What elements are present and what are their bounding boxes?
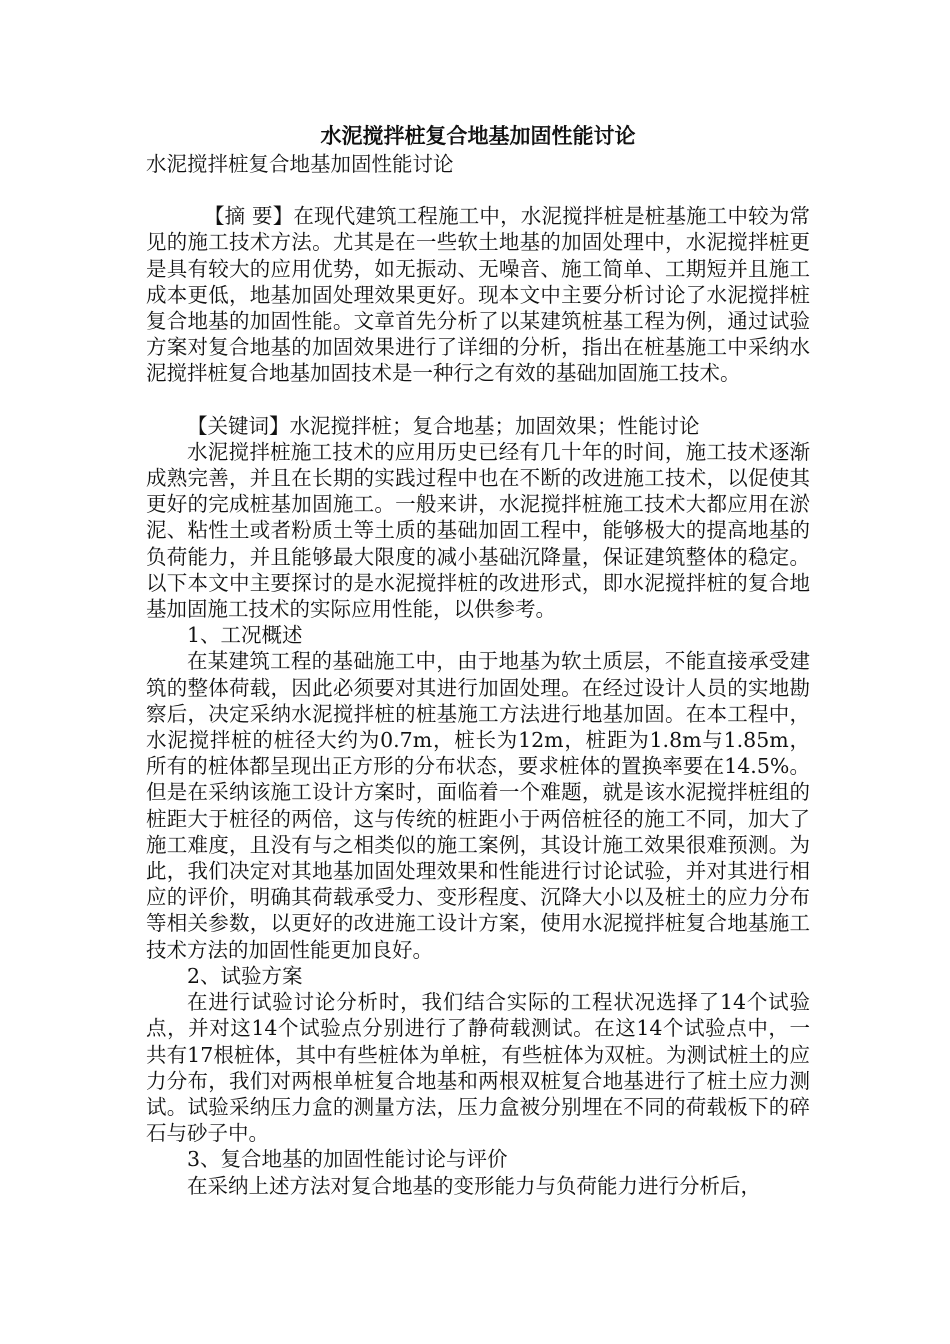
intro-paragraph: 水泥搅拌桩施工技术的应用历史已经有几十年的时间，施工技术逐渐成熟完善，并且在长期的实践过程中也在不断的改进施工技术，以促使其更好的完成桩基加固施工。一般来讲，水泥搅拌桩施工技术大都应用在淤泥、粘性土或者粉质土等土质的基础加固工程中，能够极大的提高地基的负荷能力，并且能够最大限度的减小基础沉降量，保证建筑整体的稳定。以下本文中主要探讨的是水泥搅拌桩的改进形式，即水泥搅拌桩的复合地基加固施工技术的实际应用性能，以供参考。 xyxy=(146,439,810,622)
abstract-paragraph: 【摘 要】在现代建筑工程施工中，水泥搅拌桩是桩基施工中较为常见的施工技术方法。尤其是在一些软土地基的加固处理中，水泥搅拌桩更是具有较大的应用优势，如无振动、无噪音、施工简单、工期短并且施工成本更低，地基加固处理效果更好。现本文中主要分析讨论了水泥搅拌桩复合地基的加固性能。文章首先分析了以某建筑桩基工程为例，通过试验方案对复合地基的加固效果进行了详细的分析，指出在桩基施工中采纳水泥搅拌桩复合地基加固技术是一种行之有效的基础加固施工技术。 xyxy=(146,204,810,386)
keywords-line: 【关键词】水泥搅拌桩；复合地基；加固效果；性能讨论 xyxy=(187,413,700,438)
section-2-paragraph: 在进行试验讨论分析时，我们结合实际的工程状况选择了14个试验点，并对这14个试验点分别进行了静荷载测试。在这14个试验点中，一共有17根桩体，其中有些桩体为单桩，有些桩体为双桩。为测试桩土的应力分布，我们对两根单桩复合地基和两根双桩复合地基进行了桩土应力测试。试验采纳压力盒的测量方法，压力盒被分别埋在不同的荷载板下的碎石与砂子中。 xyxy=(146,990,810,1146)
section-3-paragraph: 在采纳上述方法对复合地基的变形能力与负荷能力进行分析后， xyxy=(187,1173,761,1198)
section-heading-1: 1、工况概述 xyxy=(187,623,303,648)
document-title: 水泥搅拌桩复合地基加固性能讨论 xyxy=(320,123,636,148)
spacer xyxy=(146,177,810,203)
document-subtitle: 水泥搅拌桩复合地基加固性能讨论 xyxy=(146,152,454,176)
section-heading-2: 2、试验方案 xyxy=(187,963,303,988)
section-1-paragraph: 在某建筑工程的基础施工中，由于地基为软土质层，不能直接承受建筑的整体荷载，因此必须要对其进行加固处理。在经过设计人员的实地勘察后，决定采纳水泥搅拌桩的桩基施工方法进行地基加固。在本工程中，水泥搅拌桩的桩径大约为0.7m，桩长为12m，桩距为1.8m与1.85m，所有的桩体都呈现出正方形的分布状态，要求桩体的置换率要在14.5%。但是在采纳该施工设计方案时，面临着一个难题，就是该水泥搅拌桩组的桩距大于桩径的两倍，这与传统的桩距小于两倍桩径的施工不同，加大了施工难度，且没有与之相类似的施工案例，其设计施工效果很难预测。为此，我们决定对其地基加固处理效果和性能进行讨论试验，并对其进行相应的评价，明确其荷载承受力、变形程度、沉降大小以及桩土的应力分布等相关参数，以更好的改进施工设计方案，使用水泥搅拌桩复合地基施工技术方法的加固性能更加良好。 xyxy=(146,649,810,962)
spacer xyxy=(146,387,810,413)
section-heading-3: 3、复合地基的加固性能讨论与评价 xyxy=(187,1147,508,1172)
document-page xyxy=(146,122,810,1199)
